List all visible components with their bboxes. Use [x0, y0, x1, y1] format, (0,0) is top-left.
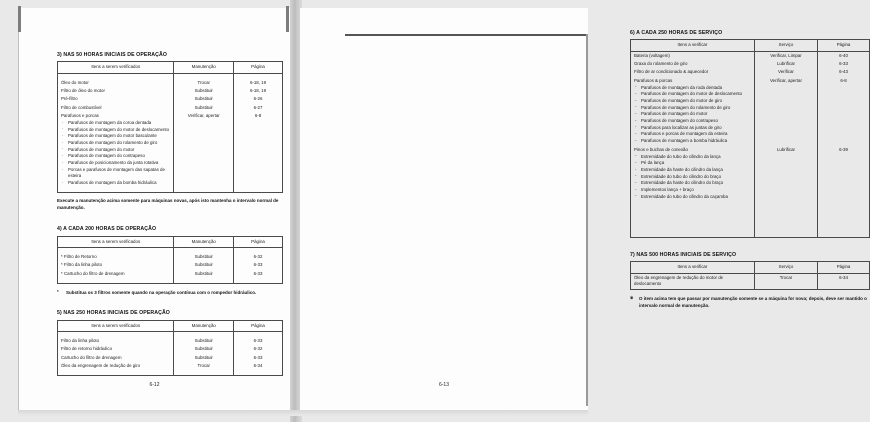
cell-item: Óleo da engrenagem de redução do motor de deslocamento: [631, 273, 755, 289]
section-title-7: 7) NAS 500 HORAS INICIAIS DE SERVIÇO: [630, 252, 737, 259]
cell-service: Substituir: [174, 261, 234, 269]
cell-service: Substituir: [174, 87, 234, 95]
bullet-dash-icon: -: [635, 104, 637, 110]
cell-page: 6-33: [234, 354, 283, 362]
col-header-item: Itens a serem verificados: [58, 320, 174, 331]
list-item: [634, 111, 751, 117]
col-header-page: Página: [234, 62, 283, 73]
section-title-6: 6) A CADA 250 HORAS DE SERVIÇO: [630, 30, 723, 36]
group-lead-label: Parafusos e porcas: [61, 113, 99, 119]
table-row: [631, 51, 870, 60]
cell-service: Verificar, apertar: [754, 77, 817, 146]
bullet-dash-icon: -: [635, 111, 637, 117]
cell-page: 6-8: [818, 77, 870, 146]
cell-service: Trocar: [754, 273, 817, 289]
table-header-row: [58, 320, 283, 331]
bullet-dot-icon: ·: [62, 159, 64, 165]
cell-service: Substituir: [174, 345, 234, 353]
table-spacer: [58, 278, 283, 284]
cell-item: Graxa do rolamento de giro: [631, 60, 755, 68]
bullet-dash-icon: -: [635, 193, 637, 199]
table-header-row: [58, 236, 283, 247]
col-header-page: Página: [234, 236, 283, 247]
bullet-dash-icon: -: [635, 153, 637, 159]
col-header-item: Itens a verificar: [631, 40, 755, 51]
scan-edge-artifact-right: [286, 6, 289, 32]
col-header-item: Itens a serem verificados: [58, 62, 174, 73]
section-4-note-text: Substitua os 3 filtros somente quando na operação contínua com o rompedor hidráulico.: [66, 290, 257, 296]
section-spacer: [630, 238, 870, 252]
cell-item: Filtro da linha piloto: [58, 337, 174, 345]
list-item: [634, 85, 751, 91]
table-row: [631, 68, 870, 76]
cell-page: 6-32: [234, 345, 283, 353]
table-row: [58, 362, 283, 370]
cell-service: Substituir: [174, 104, 234, 112]
right-page-content: [630, 30, 870, 309]
table-row: [58, 354, 283, 362]
cell-service: Lubrificar: [754, 146, 817, 202]
cell-service: Verificar: [754, 68, 817, 76]
cell-item: Óleo da engrenagem de redução de giro: [58, 362, 174, 370]
cell-page: 6-33: [234, 270, 283, 278]
table-row: [58, 104, 283, 112]
list-item-label: Extremidade da haste do cilindro do braço: [641, 180, 724, 186]
cell-item-group: [631, 146, 755, 202]
bullet-dot-icon: ·: [62, 133, 64, 139]
cell-page: 6-27: [234, 104, 283, 112]
cell-item: Cartucho do filtro de drenagem: [58, 354, 174, 362]
list-item: [61, 147, 170, 153]
bullet-dot-icon: ·: [62, 126, 64, 132]
bullet-dash-icon: -: [635, 97, 637, 103]
cell-page: 6-26: [234, 95, 283, 103]
section-spacer: [57, 296, 283, 310]
cell-page: 6-39: [818, 146, 870, 202]
cell-service: Verificar, apertar: [174, 112, 234, 187]
left-page-content: [57, 52, 283, 376]
cell-item-group: [58, 112, 174, 187]
section-7-note: [630, 295, 870, 309]
list-item-label: Pé da lança: [641, 160, 665, 166]
list-item: [634, 131, 751, 137]
col-header-page: Página: [818, 262, 870, 273]
bullet-list: [61, 120, 170, 186]
list-item-label: Parafusos de montagem do motor de giro: [641, 97, 723, 103]
bullet-dot-icon: ·: [62, 119, 64, 125]
cell-item: [58, 253, 174, 261]
cell-page: 6-33: [818, 60, 870, 68]
list-item-label: Parafusos de montagem do motor de deslocamento: [68, 126, 170, 132]
cell-item-label: Cartucho do filtro de drenagem: [63, 270, 125, 276]
cell-page: 6-40: [818, 51, 870, 60]
bullet-dash-icon: -: [635, 124, 637, 130]
list-item: [634, 160, 751, 166]
list-item: [61, 167, 170, 180]
list-item-label: Parafusos de montagem do motor basculante: [68, 133, 157, 139]
cell-service: Substituir: [174, 253, 234, 261]
bullet-dash-icon: -: [635, 180, 637, 186]
scan-edge-bar-top: [345, 34, 588, 36]
list-item-label: Parafusos de montagem do motor de deslocamento: [641, 91, 743, 97]
cell-item: [58, 270, 174, 278]
bullet-dot-icon: ·: [62, 179, 64, 185]
list-item: [634, 187, 751, 193]
list-item-label: Parafusos de montagem da bomba hidráulica: [68, 179, 157, 185]
asterisk-marker-icon: *: [61, 270, 63, 276]
table-header-row: [58, 62, 283, 73]
group-lead-label: Parafusos & porcas: [634, 77, 673, 83]
list-item: [634, 167, 751, 173]
cell-page: 6-34: [234, 362, 283, 370]
table-row: [58, 253, 283, 261]
bullet-dash-icon: -: [635, 131, 637, 137]
bullet-dash-icon: -: [635, 137, 637, 143]
cell-page: 6-18, 19: [234, 79, 283, 87]
cell-item: Pré-filtro: [58, 95, 174, 103]
bullet-list: [634, 85, 751, 145]
bullet-dash-icon: -: [635, 166, 637, 172]
section-4-note: [57, 289, 283, 296]
list-item-label: Parafusos de montagem do motor: [641, 111, 708, 117]
col-header-item: Itens a verificar: [631, 262, 755, 273]
table-row: [58, 87, 283, 95]
col-header-page: Página: [234, 320, 283, 331]
col-header-service: Serviço: [754, 40, 817, 51]
table-spacer: [58, 370, 283, 376]
page-folio-right: 6-13: [438, 382, 449, 388]
asterisk-marker-icon: *: [61, 262, 63, 268]
list-item: [61, 180, 170, 186]
cell-item-group: [631, 77, 755, 146]
cell-service: Trocar: [174, 362, 234, 370]
bullet-list: [634, 154, 751, 200]
list-item: [61, 153, 170, 159]
list-item: [634, 118, 751, 124]
table-row-with-bullets: [631, 146, 870, 202]
list-item-label: Extremidade do tubo do cilindro do braço: [641, 173, 722, 179]
cell-item: Filtro de ar condicionado & aquecedor: [631, 68, 755, 76]
bullet-dash-icon: -: [635, 173, 637, 179]
section-title-4: 4) A CADA 200 HORAS DE OPERAÇÃO: [57, 226, 157, 233]
cell-service: Substituir: [174, 95, 234, 103]
cell-item-label: Filtro de Retorno: [63, 253, 97, 259]
table-row: [58, 337, 283, 345]
cell-page: 6-18, 19: [234, 87, 283, 95]
list-item: [61, 127, 170, 133]
cell-item: Óleo do motor: [58, 79, 174, 87]
list-item-label: Parafusos de montagem do rolamento de giro: [68, 140, 158, 145]
section-spacer: [57, 212, 283, 226]
col-header-service: Manutenção: [174, 62, 234, 73]
page-folio-left: 6-12: [149, 382, 160, 388]
table-500-horas-iniciais: [630, 261, 870, 289]
list-item-label: Parafusos e porcas de montagem da esteira: [641, 131, 728, 137]
table-row: [58, 261, 283, 269]
table-header-row: [631, 40, 870, 51]
list-item: [634, 194, 751, 200]
table-row: [58, 345, 283, 353]
table-header-row: [631, 262, 870, 273]
reference-mark-icon: ※: [630, 294, 634, 300]
bullet-dash-icon: -: [635, 186, 637, 192]
cell-service: Verificar, Limpar: [754, 51, 817, 60]
section-title-3: 3) NAS 50 HORAS INICIAIS DE OPERAÇÃO: [57, 52, 167, 58]
list-item: [634, 154, 751, 160]
cell-service: Lubrificar: [754, 60, 817, 68]
col-header-item: Itens a serem verificados: [58, 236, 174, 247]
table-row-with-bullets: [58, 112, 283, 187]
list-item-label: Extremidade do tubo do cilindro da lança: [641, 153, 721, 159]
left-page: [18, 8, 290, 414]
table-row: [58, 270, 283, 278]
col-header-service: Manutenção: [174, 320, 234, 331]
cell-page: 6-33: [234, 261, 283, 269]
cell-item: Filtro de combustível: [58, 104, 174, 112]
table-spacer: [631, 201, 870, 238]
cell-page: 6-33: [234, 337, 283, 345]
cell-item: [58, 261, 174, 269]
cell-item: Bateria (voltagem): [631, 51, 755, 60]
asterisk-marker-icon: *: [61, 253, 63, 259]
cell-item-label: Filtro da linha piloto: [63, 262, 103, 268]
group-lead-label: Pinos e buchas de conexão: [634, 146, 688, 152]
table-spacer: [58, 187, 283, 193]
cell-service: Substituir: [174, 270, 234, 278]
cell-item: Filtro de retorno hidráulico: [58, 345, 174, 353]
list-item-label: Implementos lança + braço: [641, 186, 694, 192]
table-250-horas-servico: [630, 39, 870, 238]
cell-service: Substituir: [174, 337, 234, 345]
list-item: [61, 140, 170, 146]
list-item-label: Extremidade do tubo do cilindro da caçamba: [641, 193, 728, 199]
scan-edge-artifact-left: [18, 6, 21, 32]
table-50-horas: [57, 61, 283, 193]
list-item: [634, 105, 751, 111]
list-item: [634, 98, 751, 104]
table-row: [58, 79, 283, 87]
bullet-dot-icon: ·: [62, 139, 64, 145]
bullet-dash-icon: -: [635, 84, 637, 90]
list-item: [634, 180, 751, 186]
list-item-label: Parafusos de montagem do motor: [68, 146, 135, 152]
list-item-label: Porcas e parafusos de montagem das sapatas de esteira: [68, 166, 165, 179]
list-item: [61, 133, 170, 139]
right-page: [300, 8, 867, 414]
bullet-dash-icon: -: [635, 91, 637, 97]
section-7-note-text: O item acima tem que passar por manutenção somente se a máquina for nova; depois, deve ser mantido o intervalo normal de manutenção.: [639, 295, 867, 308]
bullet-dash-icon: -: [635, 160, 637, 166]
list-item: [634, 91, 751, 97]
cell-page: 6-8: [234, 112, 283, 187]
cell-service: Trocar: [174, 79, 234, 87]
list-item: [634, 125, 751, 131]
list-item: [61, 120, 170, 126]
list-item-label: Extremidade da haste do cilindro da lança: [641, 166, 723, 172]
col-header-page: Página: [818, 40, 870, 51]
list-item-label: Parafusos de montagem a bomba hidráulica: [641, 137, 728, 143]
col-header-service: Manutenção: [174, 236, 234, 247]
table-200-horas: [57, 236, 283, 285]
bullet-dash-icon: -: [635, 117, 637, 123]
list-item: [634, 138, 751, 144]
list-item-label: Parafusos de montagem da coroa dentada: [68, 119, 152, 125]
list-item: [61, 160, 170, 166]
list-item-label: Parafusos de montagem do contrapeso: [641, 117, 718, 123]
bullet-dot-icon: ·: [62, 166, 64, 172]
cell-service: Substituir: [174, 354, 234, 362]
list-item-label: Parafusos de montagem do rolamento de giro: [641, 104, 731, 110]
table-250-horas-iniciais: [57, 320, 283, 377]
table-row-with-bullets: [631, 77, 870, 146]
table-row: [58, 95, 283, 103]
list-item-label: Parafusos de posicionamento da junta rotativa: [68, 160, 159, 166]
section-3-note: Execute a manutenção acima somente para máquinas novas, após isto mantenha o intervalo normal de manutenção.: [57, 198, 279, 211]
section-title-5: 5) NAS 250 HORAS INICIAIS DE OPERAÇÃO: [57, 310, 170, 317]
scan-edge-vertical-right: [586, 34, 588, 406]
table-row: [631, 60, 870, 68]
bullet-dot-icon: ·: [62, 153, 64, 159]
col-header-service: Serviço: [754, 262, 817, 273]
list-item: [634, 174, 751, 180]
cell-page: 6-43: [818, 68, 870, 76]
cell-item: Filtro de óleo do motor: [58, 87, 174, 95]
asterisk-marker-icon: *: [57, 289, 59, 295]
list-item-label: Parafusos de montagem da roda dentada: [641, 84, 723, 90]
list-item-label: Parafusos para localizar as juntas de giro: [641, 124, 722, 130]
cell-page: 6-34: [818, 273, 870, 289]
bullet-dot-icon: ·: [62, 146, 64, 152]
table-row: [631, 273, 870, 289]
cell-page: 6-32: [234, 253, 283, 261]
list-item-label: Parafusos de montagem do contrapeso: [68, 153, 145, 159]
scan-shadow-bottom: [18, 410, 588, 416]
